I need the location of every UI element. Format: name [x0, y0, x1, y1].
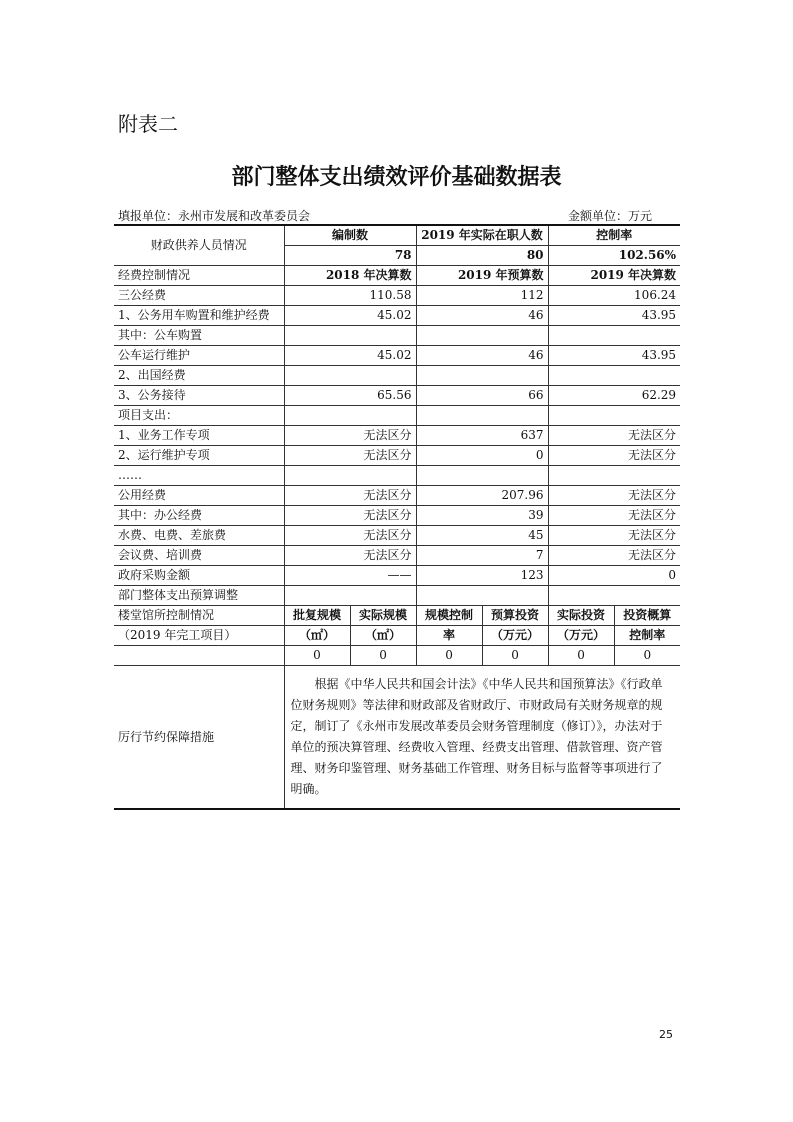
building-value-cell: 0: [416, 646, 482, 666]
funding-row: [114, 486, 680, 506]
row-label: 政府采购金额: [114, 566, 284, 586]
row-label: 3、公务接待: [114, 386, 284, 406]
row-value: [284, 406, 416, 426]
measures-label: 厉行节约保障措施: [114, 666, 284, 810]
building-label-line2: （2019 年完工项目）: [114, 626, 284, 646]
row-value: 62.29: [548, 386, 680, 406]
building-value-row: [114, 646, 680, 666]
row-value: 46: [416, 346, 548, 366]
row-value: 207.96: [416, 486, 548, 506]
row-value: 无法区分: [284, 486, 416, 506]
row-value: 110.58: [284, 286, 416, 306]
row-value: [548, 466, 680, 486]
row-value: [548, 366, 680, 386]
row-label: 部门整体支出预算调整: [114, 586, 284, 606]
amount-unit: 金额单位：万元: [568, 209, 653, 223]
row-value: 无法区分: [548, 506, 680, 526]
funding-row: [114, 366, 680, 386]
page-number: 25: [659, 1028, 673, 1041]
row-value: [284, 586, 416, 606]
row-value: [416, 466, 548, 486]
funding-row: [114, 346, 680, 366]
page-title: 部门整体支出绩效评价基础数据表: [231, 165, 562, 190]
building-empty-cell: [114, 646, 284, 666]
building-label-line1: 楼堂馆所控制情况: [114, 606, 284, 626]
row-value: 45.02: [284, 306, 416, 326]
row-value: 无法区分: [284, 446, 416, 466]
row-value: 无法区分: [284, 426, 416, 446]
appendix-label: 附表二: [118, 112, 178, 136]
row-value: 66: [416, 386, 548, 406]
building-value-cell: 0: [482, 646, 548, 666]
building-value-cell: 0: [548, 646, 614, 666]
row-value: 43.95: [548, 346, 680, 366]
measures-text: 根据《中华人民共和国会计法》《中华人民共和国预算法》《行政单位财务规则》等法律和财政部及省财政厅、市财政局有关财务规章的规定，制订了《永州市发展改革委员会财务管理制度（修订）》，办法对于单位的预决算管理、经费收入管理、经费支出管理、借款管理、资产管理、财务印鉴管理、财务基础工作管理、财务目标与监督等事项进行了明确。: [284, 666, 680, 810]
staff-header-row: [114, 225, 680, 246]
row-value: [548, 326, 680, 346]
building-header-cell: （万元）: [482, 626, 548, 646]
row-value: [548, 586, 680, 606]
row-value: 无法区分: [548, 426, 680, 446]
staff-value-cell: 78: [284, 246, 416, 266]
row-label: 公车运行维护: [114, 346, 284, 366]
building-header-cell: （㎡）: [350, 626, 416, 646]
filling-unit: 填报单位：永州市发展和改革委员会: [118, 209, 311, 223]
row-value: 无法区分: [548, 486, 680, 506]
funding-header-cell: 2018 年决算数: [284, 266, 416, 286]
row-value: [284, 366, 416, 386]
row-value: [416, 326, 548, 346]
row-label: 2、出国经费: [114, 366, 284, 386]
funding-row: [114, 286, 680, 306]
funding-row: [114, 506, 680, 526]
funding-header-cell: 2019 年预算数: [416, 266, 548, 286]
funding-label: 经费控制情况: [114, 266, 284, 286]
row-value: [284, 326, 416, 346]
row-value: 45.02: [284, 346, 416, 366]
building-value-cell: 0: [350, 646, 416, 666]
row-label: 2、运行维护专项: [114, 446, 284, 466]
row-value: 43.95: [548, 306, 680, 326]
row-label: 项目支出：: [114, 406, 284, 426]
funding-row: [114, 446, 680, 466]
measures-row: [114, 666, 680, 810]
row-label: 其中：办公经费: [114, 506, 284, 526]
row-label: 公用经费: [114, 486, 284, 506]
row-value: 0: [548, 566, 680, 586]
row-value: 45: [416, 526, 548, 546]
row-value: 0: [416, 446, 548, 466]
building-header-cell: 规模控制: [416, 606, 482, 626]
funding-row: [114, 386, 680, 406]
row-value: ——: [284, 566, 416, 586]
funding-row: [114, 566, 680, 586]
row-value: 65.56: [284, 386, 416, 406]
row-value: 637: [416, 426, 548, 446]
building-value-cell: 0: [284, 646, 350, 666]
building-header-cell: 率: [416, 626, 482, 646]
staff-value-cell: 102.56%: [548, 246, 680, 266]
row-value: 无法区分: [548, 546, 680, 566]
row-value: [548, 406, 680, 426]
staff-header-cell: 编制数: [284, 225, 416, 246]
funding-header-cell: 2019 年决算数: [548, 266, 680, 286]
row-label: 1、业务工作专项: [114, 426, 284, 446]
row-value: 无法区分: [284, 546, 416, 566]
staff-label: 财政供养人员情况: [114, 225, 284, 266]
data-table: [114, 224, 680, 810]
building-header-cell: （万元）: [548, 626, 614, 646]
row-value: 39: [416, 506, 548, 526]
funding-row: [114, 306, 680, 326]
funding-row: [114, 406, 680, 426]
building-header-cell: 投资概算: [614, 606, 680, 626]
row-value: [416, 366, 548, 386]
staff-value-cell: 80: [416, 246, 548, 266]
row-value: 无法区分: [548, 526, 680, 546]
row-label: 三公经费: [114, 286, 284, 306]
row-label: 其中：公车购置: [114, 326, 284, 346]
building-header-cell: （㎡）: [284, 626, 350, 646]
row-value: 112: [416, 286, 548, 306]
row-value: 无法区分: [284, 526, 416, 546]
building-header-cell: 控制率: [614, 626, 680, 646]
funding-header-row: [114, 266, 680, 286]
funding-row: [114, 526, 680, 546]
building-header-cell: 实际投资: [548, 606, 614, 626]
row-value: 无法区分: [284, 506, 416, 526]
funding-row: [114, 426, 680, 446]
building-value-cell: 0: [614, 646, 680, 666]
row-value: 46: [416, 306, 548, 326]
row-label: 水费、电费、差旅费: [114, 526, 284, 546]
funding-row: [114, 586, 680, 606]
row-value: 123: [416, 566, 548, 586]
row-value: [416, 406, 548, 426]
funding-row: [114, 326, 680, 346]
row-value: 7: [416, 546, 548, 566]
funding-row: [114, 466, 680, 486]
row-value: 106.24: [548, 286, 680, 306]
staff-header-cell: 2019 年实际在职人数: [416, 225, 548, 246]
building-header-cell: 实际规模: [350, 606, 416, 626]
staff-header-cell: 控制率: [548, 225, 680, 246]
building-header-cell: 预算投资: [482, 606, 548, 626]
building-header-row-2: [114, 626, 680, 646]
row-label: 会议费、培训费: [114, 546, 284, 566]
row-label: ……: [114, 466, 284, 486]
building-header-row: [114, 606, 680, 626]
row-value: [284, 466, 416, 486]
row-value: [416, 586, 548, 606]
building-header-cell: 批复规模: [284, 606, 350, 626]
row-value: 无法区分: [548, 446, 680, 466]
row-label: 1、公务用车购置和维护经费: [114, 306, 284, 326]
funding-row: [114, 546, 680, 566]
